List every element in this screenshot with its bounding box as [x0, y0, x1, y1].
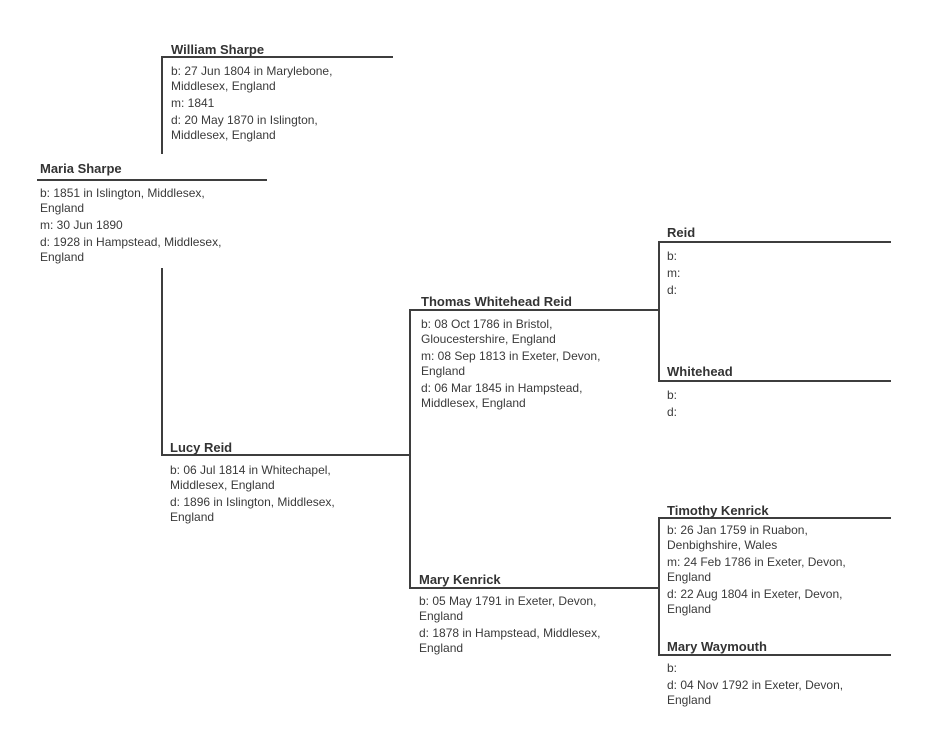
- connector-william-sharpe-drop: [161, 56, 163, 154]
- underline-mary-kenrick: [409, 587, 659, 589]
- detail-line: d: 04 Nov 1792 in Exeter, Devon,: [667, 678, 844, 692]
- detail-line: England: [667, 570, 712, 584]
- marriage-entry: [171, 96, 332, 111]
- death-entry: [419, 626, 600, 656]
- marriage-entry: [421, 349, 600, 379]
- person-details-william-sharpe: [171, 64, 332, 145]
- birth-entry: [667, 249, 680, 264]
- detail-line: m: 08 Sep 1813 in Exeter, Devon,: [421, 349, 601, 363]
- detail-line: d: 06 Mar 1845 in Hampstead,: [421, 381, 583, 395]
- detail-line: England: [40, 250, 85, 264]
- death-entry: [667, 283, 680, 298]
- underline-whitehead: [658, 380, 891, 382]
- death-entry: [171, 113, 332, 143]
- detail-line: d: 1878 in Hampstead, Middlesex,: [419, 626, 601, 640]
- detail-line: Middlesex, England: [171, 79, 276, 93]
- detail-line: Denbighshire, Wales: [667, 538, 778, 552]
- person-details-maria-sharpe: [40, 186, 221, 267]
- person-name-lucy-reid: Lucy Reid: [170, 440, 233, 455]
- person-details-timothy-kenrick: [667, 523, 846, 619]
- connector-kenrick-waymouth-junction: [658, 517, 660, 656]
- marriage-entry: [667, 555, 846, 585]
- person-details-mary-waymouth: [667, 661, 843, 710]
- underline-thomas-whitehead-reid: [409, 309, 659, 311]
- detail-line: England: [170, 510, 215, 524]
- birth-entry: [40, 186, 221, 216]
- detail-line: d:: [667, 283, 678, 297]
- detail-line: b:: [667, 388, 678, 402]
- detail-line: England: [419, 609, 464, 623]
- person-details-reid: [667, 249, 680, 300]
- detail-line: d: 1896 in Islington, Middlesex,: [170, 495, 335, 509]
- detail-line: England: [667, 693, 712, 707]
- detail-line: b: 1851 in Islington, Middlesex,: [40, 186, 205, 200]
- detail-line: m:: [667, 266, 681, 280]
- death-entry: [667, 587, 846, 617]
- person-name-reid: Reid: [667, 225, 696, 240]
- detail-line: d: 20 May 1870 in Islington,: [171, 113, 318, 127]
- detail-line: m: 30 Jun 1890: [40, 218, 123, 232]
- detail-line: England: [421, 364, 466, 378]
- detail-line: m: 24 Feb 1786 in Exeter, Devon,: [667, 555, 846, 569]
- death-entry: [667, 405, 677, 420]
- connector-lucy-reid-rise: [161, 268, 163, 455]
- birth-entry: [421, 317, 600, 347]
- detail-line: b: 26 Jan 1759 in Ruabon,: [667, 523, 808, 537]
- detail-line: b: 27 Jun 1804 in Marylebone,: [171, 64, 333, 78]
- detail-line: b: 08 Oct 1786 in Bristol,: [421, 317, 553, 331]
- detail-line: d:: [667, 405, 678, 419]
- detail-line: m: 1841: [171, 96, 215, 110]
- detail-line: England: [419, 641, 464, 655]
- detail-line: d: 1928 in Hampstead, Middlesex,: [40, 235, 222, 249]
- connector-reid-kenrick-junction: [409, 309, 411, 589]
- death-entry: [40, 235, 221, 265]
- detail-line: England: [40, 201, 85, 215]
- detail-line: b:: [667, 249, 678, 263]
- detail-line: Gloucestershire, England: [421, 332, 556, 346]
- person-details-thomas-whitehead-reid: [421, 317, 600, 413]
- person-name-thomas-whitehead-reid: Thomas Whitehead Reid: [421, 294, 572, 309]
- person-name-timothy-kenrick: Timothy Kenrick: [667, 503, 769, 518]
- person-details-mary-kenrick: [419, 594, 600, 658]
- detail-line: d: 22 Aug 1804 in Exeter, Devon,: [667, 587, 843, 601]
- person-details-lucy-reid: [170, 463, 335, 527]
- person-name-mary-waymouth: Mary Waymouth: [667, 639, 767, 654]
- underline-mary-waymouth: [658, 654, 891, 656]
- death-entry: [421, 381, 600, 411]
- underline-maria-sharpe: [37, 179, 267, 181]
- marriage-entry: [40, 218, 221, 233]
- detail-line: b:: [667, 661, 678, 675]
- birth-entry: [667, 523, 846, 553]
- detail-line: Middlesex, England: [421, 396, 526, 410]
- connector-reid-whitehead-junction: [658, 241, 660, 382]
- birth-entry: [171, 64, 332, 94]
- death-entry: [170, 495, 335, 525]
- marriage-entry: [667, 266, 680, 281]
- death-entry: [667, 678, 843, 708]
- person-name-william-sharpe: William Sharpe: [171, 42, 265, 57]
- person-name-mary-kenrick: Mary Kenrick: [419, 572, 501, 587]
- detail-line: Middlesex, England: [171, 128, 276, 142]
- birth-entry: [419, 594, 600, 624]
- person-name-maria-sharpe: Maria Sharpe: [40, 161, 122, 176]
- birth-entry: [667, 388, 677, 403]
- person-name-whitehead: Whitehead: [667, 364, 733, 379]
- underline-reid: [658, 241, 891, 243]
- person-details-whitehead: [667, 388, 677, 422]
- birth-entry: [667, 661, 843, 676]
- detail-line: England: [667, 602, 712, 616]
- detail-line: b: 06 Jul 1814 in Whitechapel,: [170, 463, 331, 477]
- birth-entry: [170, 463, 335, 493]
- detail-line: Middlesex, England: [170, 478, 275, 492]
- detail-line: b: 05 May 1791 in Exeter, Devon,: [419, 594, 597, 608]
